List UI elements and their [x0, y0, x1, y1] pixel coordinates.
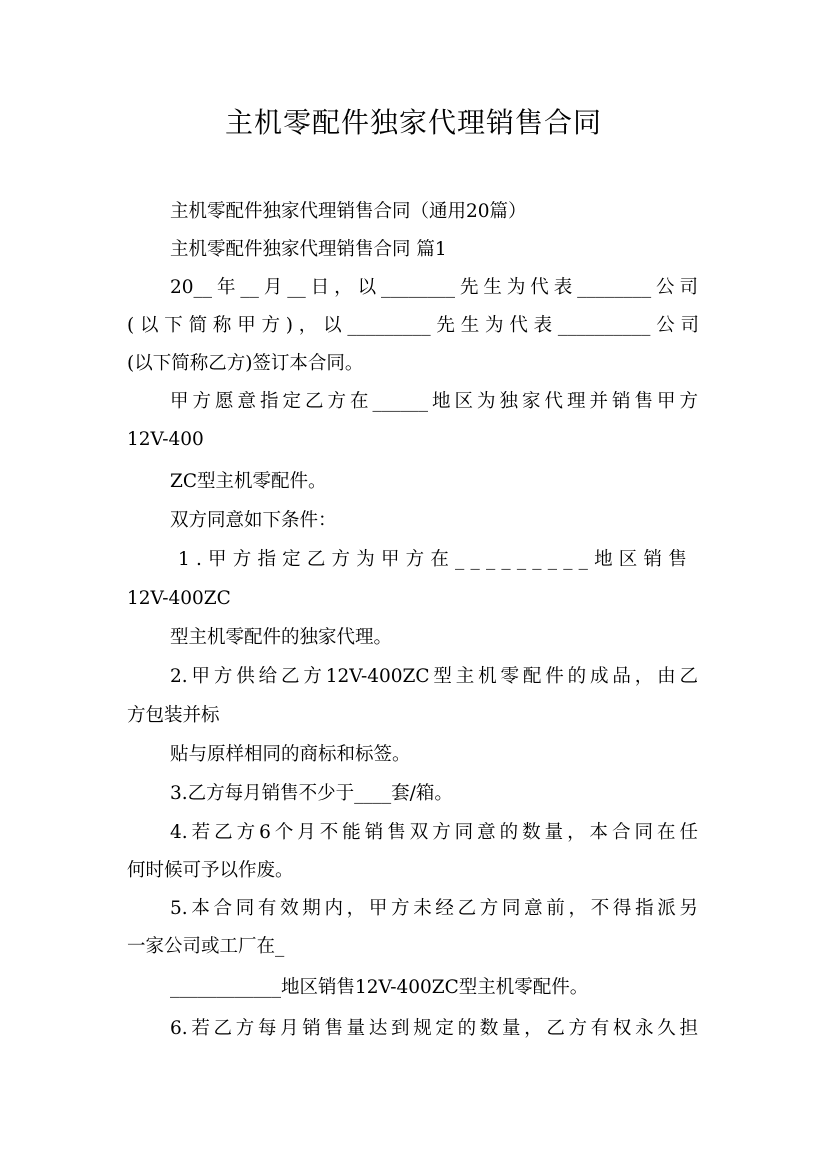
paragraph-line: 甲方愿意指定乙方在______地区为独家代理并销售甲方 [170, 391, 698, 412]
document-title: 主机零配件独家代理销售合同 [224, 106, 602, 139]
paragraph-line: 一家公司或工厂在_ [127, 936, 285, 957]
paragraph-line: 12V-400 [127, 429, 204, 450]
paragraph-line: ZC型主机零配件。 [170, 471, 327, 492]
paragraph-line: 12V-400ZC [127, 588, 231, 609]
paragraph-line: 双方同意如下条件： [170, 510, 337, 531]
subtitle-line: 主机零配件独家代理销售合同（通用20篇） [170, 201, 527, 222]
paragraph-line: (以下简称甲方)，以_________先生为代表__________公司 [127, 315, 699, 336]
paragraph-line: 何时候可予以作废。 [127, 860, 294, 881]
clause-line: 6.若乙方每月销售量达到规定的数量，乙方有权永久担 [170, 1018, 698, 1039]
paragraph-line: 20__年__月__日，以________先生为代表________公司 [170, 277, 698, 298]
paragraph-line: 方包装并标 [127, 705, 220, 726]
paragraph-line: ____________地区销售12V-400ZC型主机零配件。 [170, 977, 589, 998]
clause-line: 3.乙方每月销售不少于____套/箱。 [170, 783, 453, 804]
clause-line: 2.甲方供给乙方12V-400ZC型主机零配件的成品，由乙 [170, 666, 698, 687]
clause-line: 1.甲方指定乙方为甲方在_________地区销售 [178, 549, 693, 570]
paragraph-line: 型主机零配件的独家代理。 [170, 627, 393, 648]
paragraph-line: 贴与原样相同的商标和标签。 [170, 744, 411, 765]
clause-line: 5.本合同有效期内，甲方未经乙方同意前，不得指派另 [170, 898, 698, 919]
paragraph-line: (以下简称乙方)签订本合同。 [127, 353, 364, 374]
clause-line: 4.若乙方6个月不能销售双方同意的数量，本合同在任 [170, 822, 698, 843]
section-heading: 主机零配件独家代理销售合同 篇1 [170, 239, 447, 260]
